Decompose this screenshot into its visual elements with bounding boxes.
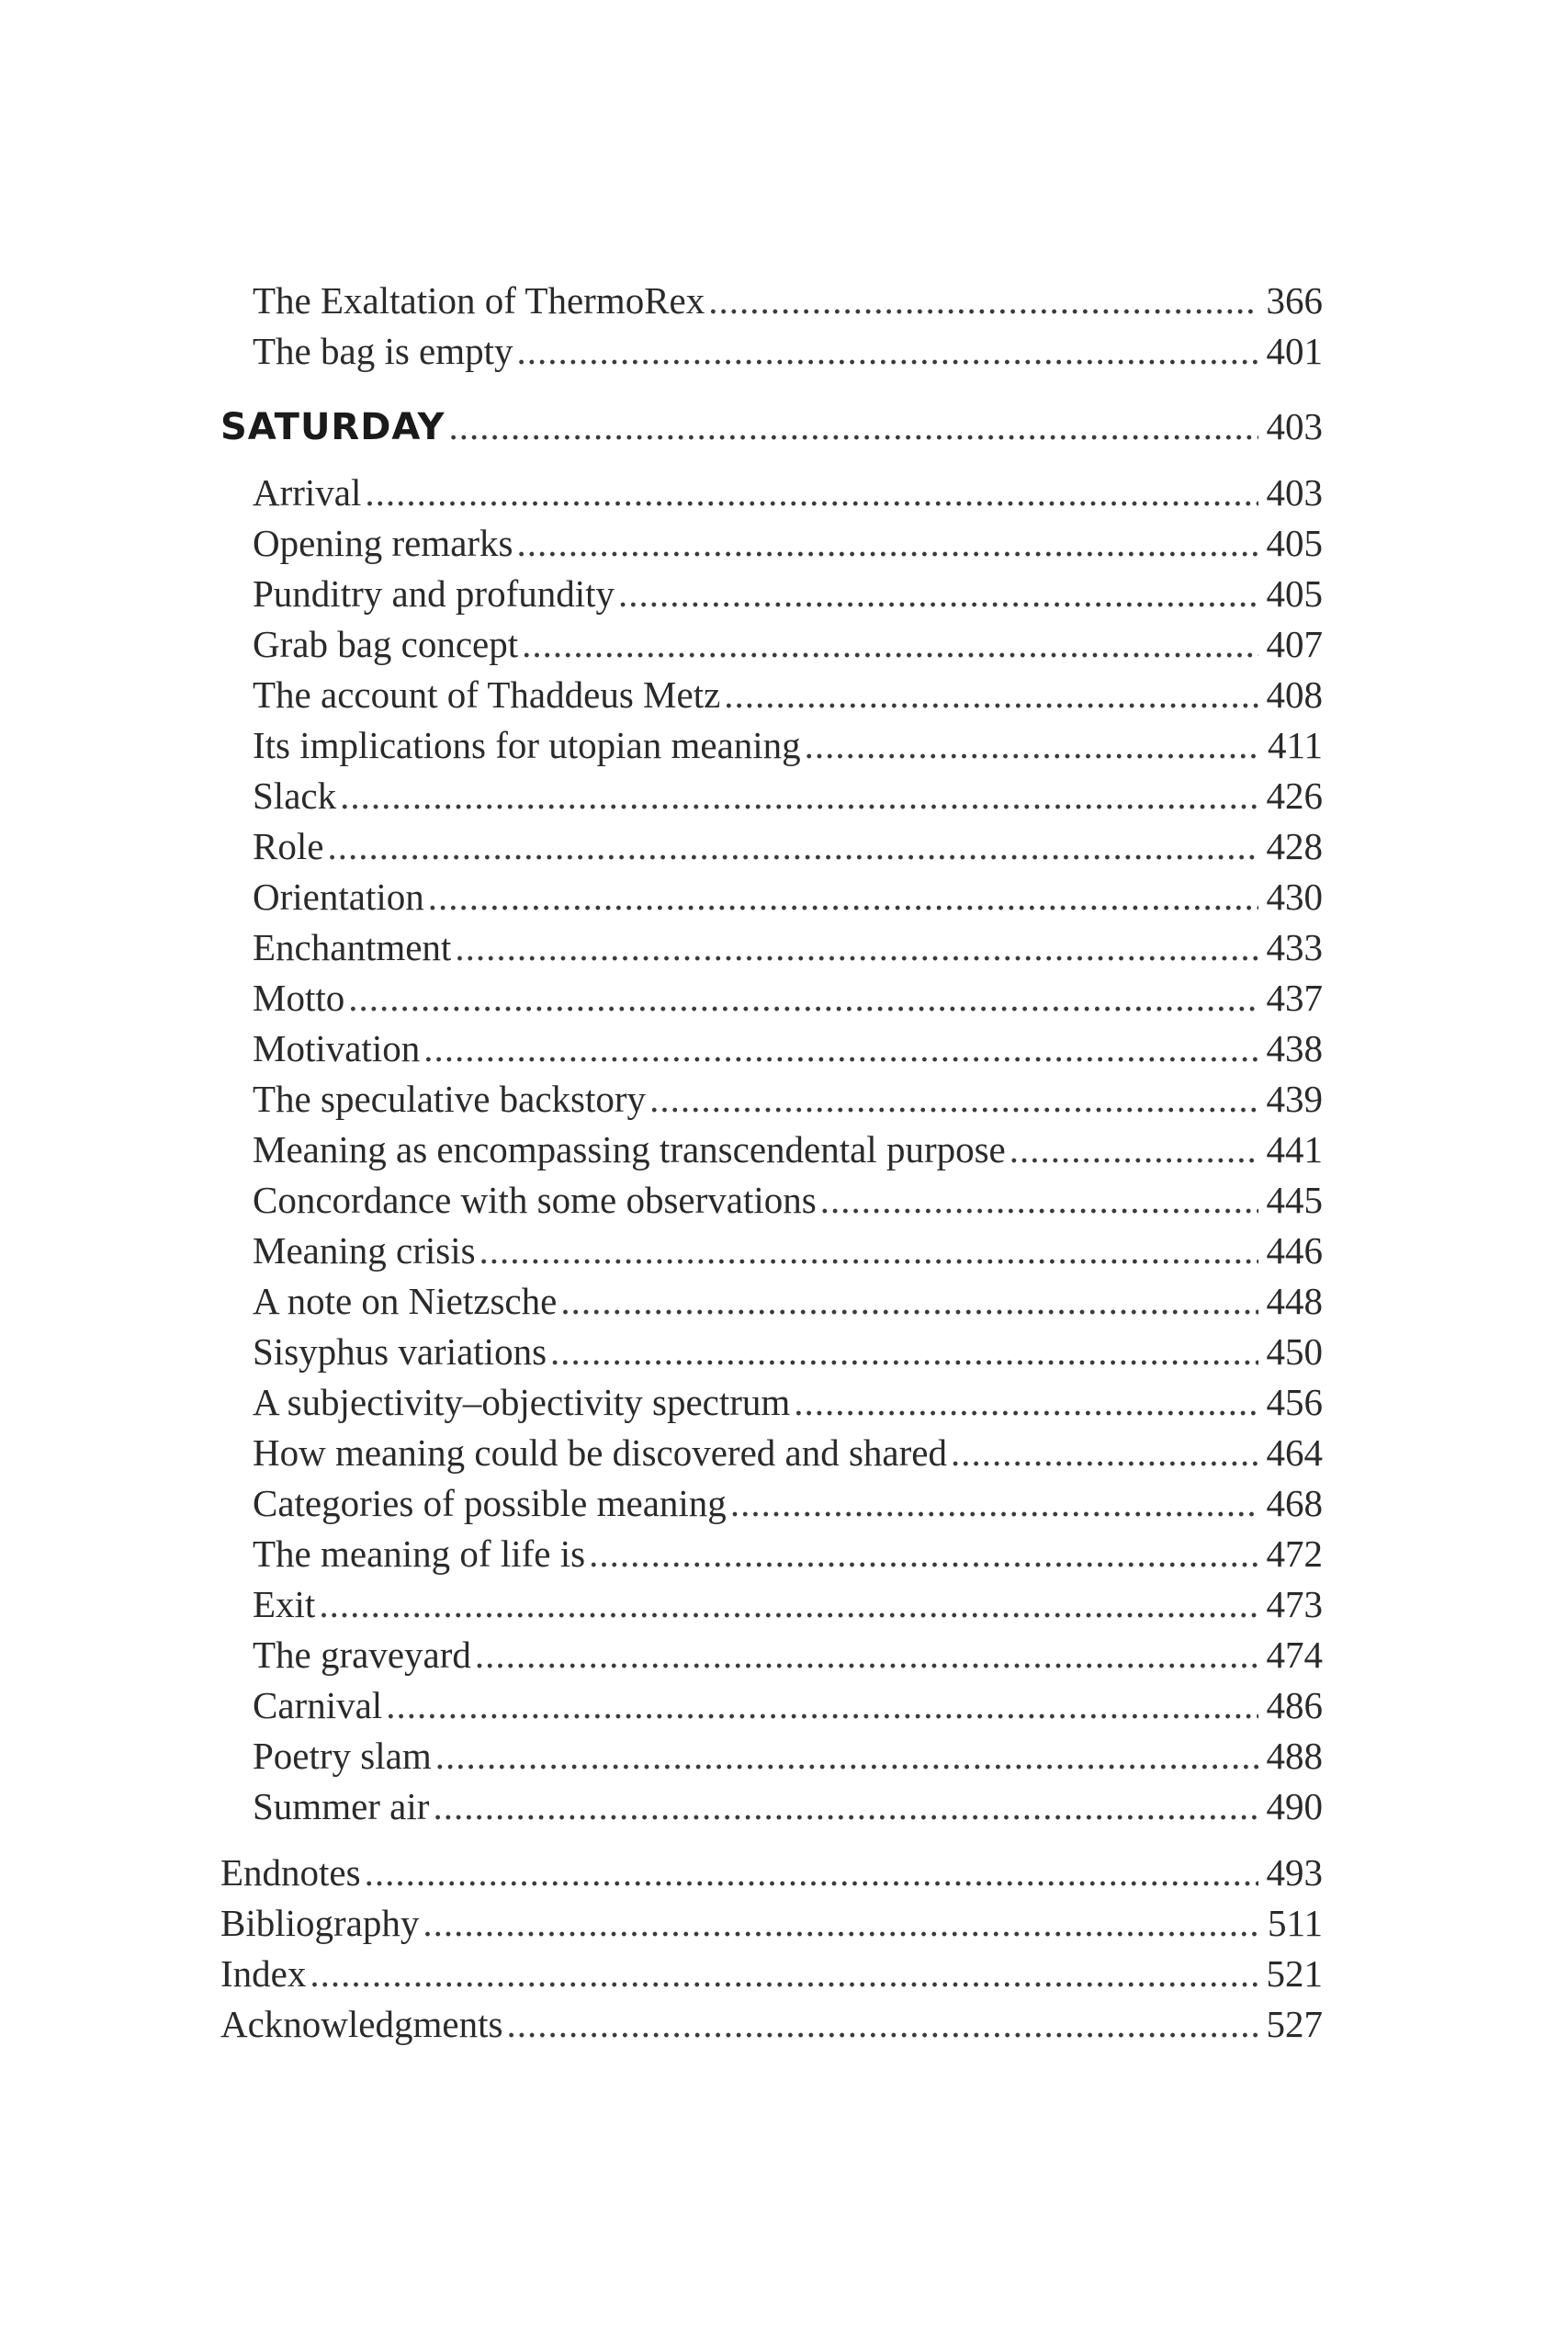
toc-entry-title: Enchantment (253, 926, 452, 968)
dot-leader (649, 1074, 1258, 1125)
toc-entry-page-number: 464 (1266, 1431, 1323, 1474)
toc-entry-page-number: 405 (1266, 572, 1323, 615)
dot-leader (730, 1478, 1258, 1529)
toc-entry-title: Motto (253, 977, 345, 1019)
dot-leader (423, 1023, 1258, 1074)
dot-leader (522, 619, 1258, 670)
toc-entry-page-number: 366 (1266, 279, 1323, 322)
toc-entry (220, 1848, 1323, 1898)
toc-entry-title: How meaning could be discovered and shared (253, 1431, 947, 1474)
toc-entry-title: The meaning of life is (253, 1532, 586, 1575)
toc-entry (220, 1023, 1323, 1074)
toc-entry-page-number: 448 (1266, 1280, 1323, 1322)
dot-leader (708, 276, 1258, 326)
dot-leader (365, 1848, 1258, 1898)
toc-entry-page-number: 439 (1266, 1078, 1323, 1120)
dot-leader (479, 1226, 1258, 1276)
toc-entry-page-number: 450 (1266, 1330, 1323, 1373)
toc-entry-title: Its implications for utopian meaning (253, 724, 801, 766)
dot-leader (794, 1377, 1258, 1428)
toc-entry-title: Concordance with some observations (253, 1179, 817, 1221)
toc-entry-page-number: 405 (1266, 522, 1323, 564)
toc-entry-title: Exit (253, 1583, 316, 1625)
toc-entry (220, 821, 1323, 872)
toc-entry (220, 1377, 1323, 1428)
dot-leader (550, 1327, 1258, 1377)
toc-entry-page-number: 403 (1266, 405, 1323, 447)
toc-entry-title: Meaning as encompassing transcendental purpose (253, 1128, 1006, 1170)
toc-entry-title: Acknowledgments (220, 2003, 503, 2045)
toc-entry-page-number: 486 (1266, 1684, 1323, 1726)
toc-entry-page-number: 426 (1266, 775, 1323, 817)
toc-entry-title: SATURDAY (220, 406, 446, 448)
toc-entry-page-number: 407 (1266, 623, 1323, 665)
toc-entry (220, 1949, 1323, 1999)
toc-entry (220, 670, 1323, 720)
toc-part-heading (220, 401, 1323, 452)
dot-leader (340, 771, 1258, 821)
dot-leader (428, 872, 1258, 922)
toc-entry (220, 1428, 1323, 1478)
toc-entry-title: The graveyard (253, 1634, 471, 1676)
toc-entry (220, 1226, 1323, 1276)
toc-entry-title: The bag is empty (253, 330, 513, 372)
toc-entry-title: Grab bag concept (253, 623, 519, 665)
toc-entry-page-number: 527 (1266, 2003, 1323, 2045)
toc-entry-page-number: 403 (1266, 471, 1323, 514)
toc-entry (220, 1074, 1323, 1125)
toc-entry (220, 1898, 1323, 1949)
toc-entry-page-number: 445 (1266, 1179, 1323, 1221)
toc-entry (220, 468, 1323, 518)
toc-entry-title: The speculative backstory (253, 1078, 647, 1120)
toc-entry (220, 1781, 1323, 1832)
toc-entry-title: Arrival (253, 471, 362, 514)
toc-entry (220, 720, 1323, 771)
toc-entry-title: A note on Nietzsche (253, 1280, 558, 1322)
table-of-contents (220, 276, 1323, 2050)
dot-leader (319, 1579, 1258, 1630)
toc-entry-title: Bibliography (220, 1902, 420, 1944)
toc-entry-title: Endnotes (220, 1851, 361, 1894)
dot-leader (589, 1529, 1258, 1579)
dot-leader (820, 1175, 1258, 1226)
toc-entry-title: Categories of possible meaning (253, 1482, 727, 1524)
dot-leader (449, 401, 1258, 452)
toc-entry-page-number: 446 (1266, 1229, 1323, 1272)
toc-entry (220, 922, 1323, 973)
toc-entry-title: Index (220, 1952, 307, 1995)
dot-leader (1010, 1125, 1258, 1175)
toc-entry-title: A subjectivity–objectivity spectrum (253, 1381, 791, 1423)
dot-leader (560, 1276, 1258, 1327)
toc-entry-page-number: 493 (1266, 1851, 1323, 1894)
toc-entry-page-number: 468 (1266, 1482, 1323, 1524)
toc-entry (220, 1478, 1323, 1529)
toc-entry-page-number: 401 (1266, 330, 1323, 372)
toc-entry (220, 1125, 1323, 1175)
toc-entry-page-number: 408 (1266, 673, 1323, 716)
dot-leader (348, 973, 1258, 1023)
toc-entry-page-number: 511 (1268, 1902, 1323, 1944)
toc-entry (220, 276, 1323, 326)
dot-leader (506, 1999, 1258, 2050)
toc-entry (220, 326, 1323, 377)
toc-entry (220, 771, 1323, 821)
toc-entry (220, 619, 1323, 670)
dot-leader (310, 1949, 1258, 1999)
toc-entry-title: Meaning crisis (253, 1229, 476, 1272)
toc-entry (220, 1529, 1323, 1579)
toc-entry-page-number: 437 (1266, 977, 1323, 1019)
toc-entry-page-number: 472 (1266, 1532, 1323, 1575)
dot-leader (455, 922, 1258, 973)
toc-entry-title: Carnival (253, 1684, 383, 1726)
toc-entry (220, 1327, 1323, 1377)
toc-entry (220, 1999, 1323, 2050)
toc-entry-page-number: 490 (1266, 1785, 1323, 1827)
toc-entry-title: Slack (253, 775, 337, 817)
toc-entry (220, 569, 1323, 619)
toc-entry-title: The account of Thaddeus Metz (253, 673, 721, 716)
toc-entry (220, 1731, 1323, 1781)
toc-entry (220, 872, 1323, 922)
toc-entry (220, 1630, 1323, 1680)
dot-leader (951, 1428, 1258, 1478)
toc-entry-page-number: 456 (1266, 1381, 1323, 1423)
toc-entry-title: Orientation (253, 876, 424, 918)
toc-entry-title: Role (253, 825, 324, 867)
dot-leader (327, 821, 1258, 872)
toc-entry (220, 1276, 1323, 1327)
toc-entry (220, 1680, 1323, 1731)
dot-leader (805, 720, 1258, 771)
toc-entry-page-number: 488 (1266, 1735, 1323, 1777)
toc-entry (220, 1579, 1323, 1630)
dot-leader (517, 326, 1258, 377)
dot-leader (423, 1898, 1258, 1949)
toc-entry-title: The Exaltation of ThermoRex (253, 279, 705, 322)
toc-entry-page-number: 430 (1266, 876, 1323, 918)
toc-entry (220, 1175, 1323, 1226)
dot-leader (618, 569, 1258, 619)
toc-entry-title: Summer air (253, 1785, 430, 1827)
toc-entry (220, 973, 1323, 1023)
toc-entry-title: Opening remarks (253, 522, 513, 564)
toc-entry-page-number: 474 (1266, 1634, 1323, 1676)
toc-entry-page-number: 473 (1266, 1583, 1323, 1625)
toc-entry-page-number: 441 (1266, 1128, 1323, 1170)
toc-entry-title: Motivation (253, 1027, 421, 1069)
dot-leader (433, 1781, 1258, 1832)
dot-leader (724, 670, 1258, 720)
dot-leader (475, 1630, 1258, 1680)
toc-entry-page-number: 428 (1266, 825, 1323, 867)
toc-entry (220, 518, 1323, 569)
toc-entry-title: Punditry and profundity (253, 572, 615, 615)
dot-leader (386, 1680, 1258, 1731)
toc-entry-page-number: 438 (1266, 1027, 1323, 1069)
toc-entry-page-number: 521 (1266, 1952, 1323, 1995)
toc-entry-title: Sisyphus variations (253, 1330, 547, 1373)
toc-entry-title: Poetry slam (253, 1735, 432, 1777)
dot-leader (517, 518, 1259, 569)
toc-entry-page-number: 433 (1266, 926, 1323, 968)
dot-leader (435, 1731, 1258, 1781)
dot-leader (365, 468, 1258, 518)
toc-entry-page-number: 411 (1268, 724, 1323, 766)
